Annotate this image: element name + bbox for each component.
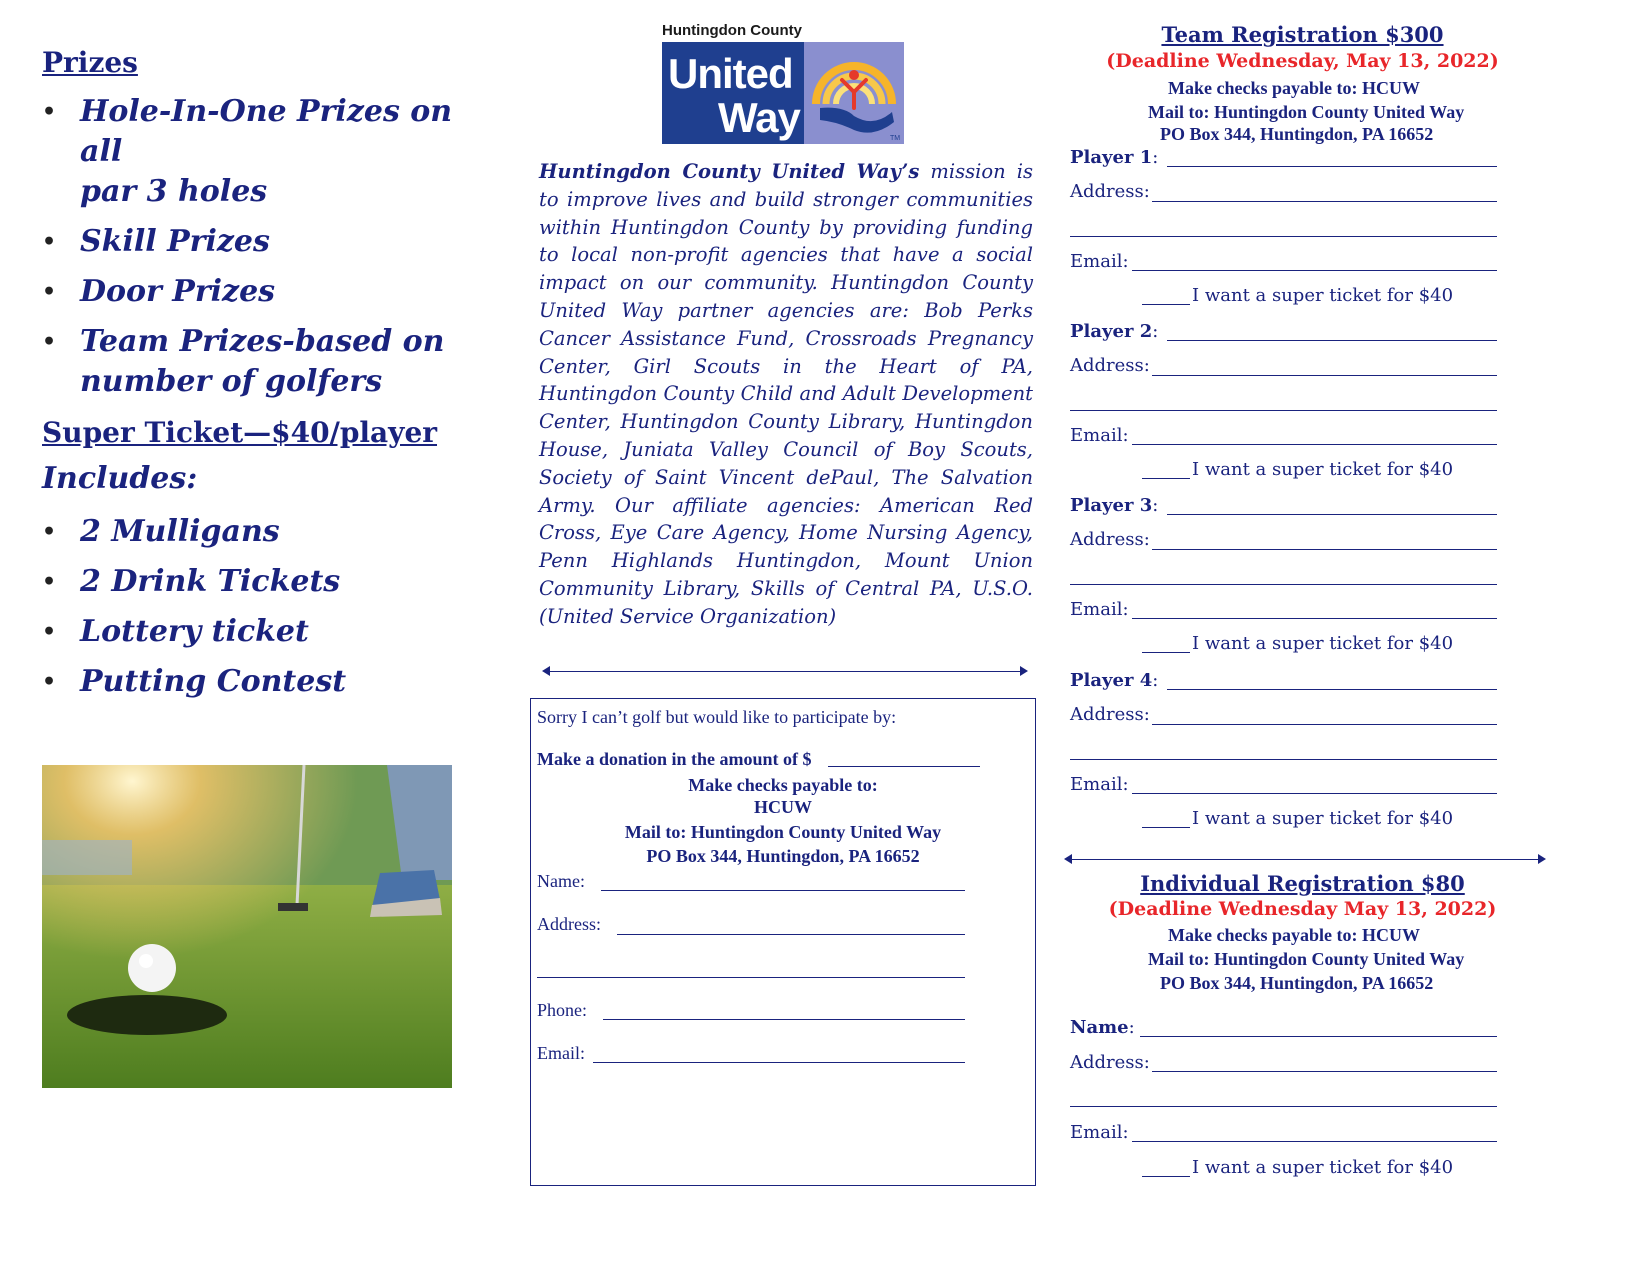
- donation-phone-field[interactable]: [603, 1019, 965, 1020]
- list-item: • Door Prizes: [42, 272, 482, 312]
- logo-purple-box: [804, 42, 904, 144]
- player-3-email-field[interactable]: [1132, 618, 1497, 619]
- list-item: • Lottery ticket: [42, 612, 482, 652]
- list-item: • 2 Mulligans: [42, 512, 482, 552]
- individual-address-field-2[interactable]: [1070, 1106, 1497, 1107]
- player-4-name-field[interactable]: [1167, 689, 1497, 690]
- list-item: • 2 Drink Tickets: [42, 562, 482, 602]
- address-label: Address:: [1070, 181, 1150, 202]
- super-ticket-title: Super Ticket—$40/player: [42, 416, 438, 449]
- prizes-list: [42, 92, 482, 402]
- player-2-super-ticket-checkbox[interactable]: [1142, 478, 1190, 479]
- donation-address-field-2[interactable]: [537, 977, 965, 978]
- player-4-email-field[interactable]: [1132, 793, 1497, 794]
- individual-deadline: (Deadline Wednesday May 13, 2022): [1108, 898, 1497, 920]
- team-player-3-label: Player 3:: [1070, 495, 1159, 516]
- player-3-name-field[interactable]: [1167, 514, 1497, 515]
- player-1-address-field-2[interactable]: [1070, 236, 1497, 237]
- player-1-address-field[interactable]: [1152, 201, 1497, 202]
- donation-intro: Sorry I can’t golf but would like to participate by:: [537, 707, 897, 727]
- united-way-logo: Huntingdon County United Way TM: [662, 22, 904, 144]
- list-item: • Putting Contest: [42, 662, 482, 702]
- player-2-name-field[interactable]: [1167, 340, 1497, 341]
- svg-text:TM: TM: [890, 135, 901, 142]
- includes-label: Includes:: [42, 461, 198, 496]
- list-item: • Team Prizes-based on number of golfers: [42, 322, 482, 402]
- player-2-email-field[interactable]: [1132, 444, 1497, 445]
- email-label: Email:: [1070, 425, 1129, 446]
- individual-registration-title: Individual Registration $80: [1140, 871, 1465, 896]
- individual-name-field[interactable]: [1140, 1036, 1497, 1037]
- player-2-address-field[interactable]: [1152, 375, 1497, 376]
- player-1-email-field[interactable]: [1132, 270, 1497, 271]
- golf-photo: [42, 765, 452, 1088]
- donation-name-field[interactable]: [601, 890, 965, 891]
- super-ticket-list: [42, 512, 482, 702]
- donation-amount-field[interactable]: [828, 766, 980, 767]
- player-4-address-field[interactable]: [1152, 724, 1497, 725]
- super-ticket-label: I want a super ticket for $40: [1192, 459, 1454, 480]
- player-4-super-ticket-checkbox[interactable]: [1142, 827, 1190, 828]
- email-label: Email:: [1070, 599, 1129, 620]
- address-label: Address:: [1070, 704, 1150, 725]
- player-3-super-ticket-checkbox[interactable]: [1142, 652, 1190, 653]
- address-label: Address:: [1070, 355, 1150, 376]
- united-way-hand-icon: [804, 42, 904, 144]
- player-1-name-field[interactable]: [1167, 166, 1497, 167]
- player-4-address-field-2[interactable]: [1070, 759, 1497, 760]
- prizes-title: Prizes: [42, 46, 138, 79]
- team-player-4-label: Player 4:: [1070, 670, 1159, 691]
- super-ticket-label: I want a super ticket for $40: [1192, 285, 1454, 306]
- individual-address-field[interactable]: [1152, 1071, 1497, 1072]
- donation-box: Sorry I can’t golf but would like to participate by: Make a donation in the amount of $ Make checks payable to: HCUW Mail to: Huntingdon County United Way PO Box 344, Huntingdon, PA 16652 Name: Address: Phone: Email:: [530, 698, 1036, 1186]
- email-label: Email:: [1070, 251, 1129, 272]
- team-player-2-label: Player 2:: [1070, 321, 1159, 342]
- individual-super-ticket-checkbox[interactable]: [1142, 1176, 1190, 1177]
- divider-arrow: [550, 671, 1020, 672]
- team-deadline: (Deadline Wednesday, May 13, 2022): [1106, 50, 1499, 72]
- player-2-address-field-2[interactable]: [1070, 410, 1497, 411]
- address-label: Address:: [1070, 529, 1150, 550]
- player-3-address-field-2[interactable]: [1070, 584, 1497, 585]
- player-1-super-ticket-checkbox[interactable]: [1142, 304, 1190, 305]
- individual-name-label: Name:: [1070, 1017, 1135, 1038]
- individual-email-field[interactable]: [1132, 1141, 1497, 1142]
- player-3-address-field[interactable]: [1152, 549, 1497, 550]
- donation-address-field[interactable]: [617, 934, 965, 935]
- divider-arrow: [1072, 859, 1538, 860]
- logo-blue-box: United Way: [662, 42, 804, 144]
- super-ticket-label: I want a super ticket for $40: [1192, 808, 1454, 829]
- team-registration-title: Team Registration $300: [1161, 22, 1444, 47]
- golf-scene-icon: [42, 765, 452, 1088]
- list-item: • Skill Prizes: [42, 222, 482, 262]
- list-item: • Hole-In-One Prizes on all par 3 holes: [42, 92, 482, 212]
- team-player-1-label: Player 1:: [1070, 147, 1159, 168]
- donation-amount-label: Make a donation in the amount of $: [537, 749, 812, 769]
- super-ticket-label: I want a super ticket for $40: [1192, 633, 1454, 654]
- mission-statement: Huntingdon County United Way’s mission is to improve lives and build stronger communities within Huntingdon County by providing funding to local non-profit agencies that have a social impact on our community. Huntingdon County United Way partner agencies are: Bob Perks Cancer Assistance Fund, Crossroads Pregnancy Center, Girl Scouts in the Heart of PA, Huntingdon County Child and Adult Development Center, Huntingdon County Library, Huntingdon House, Juniata Valley Council of Boy Scouts, Society of Saint Vincent dePaul, The Salvation Army. Our affiliate agencies: American Red Cross, Eye Care Agency, Home Nursing Agency, Penn Highlands Huntingdon, Mount Union Community Library, Skills of Central PA, U.S.O. (United Service Organization): [539, 160, 1033, 628]
- donation-email-field[interactable]: [593, 1062, 965, 1063]
- email-label: Email:: [1070, 774, 1129, 795]
